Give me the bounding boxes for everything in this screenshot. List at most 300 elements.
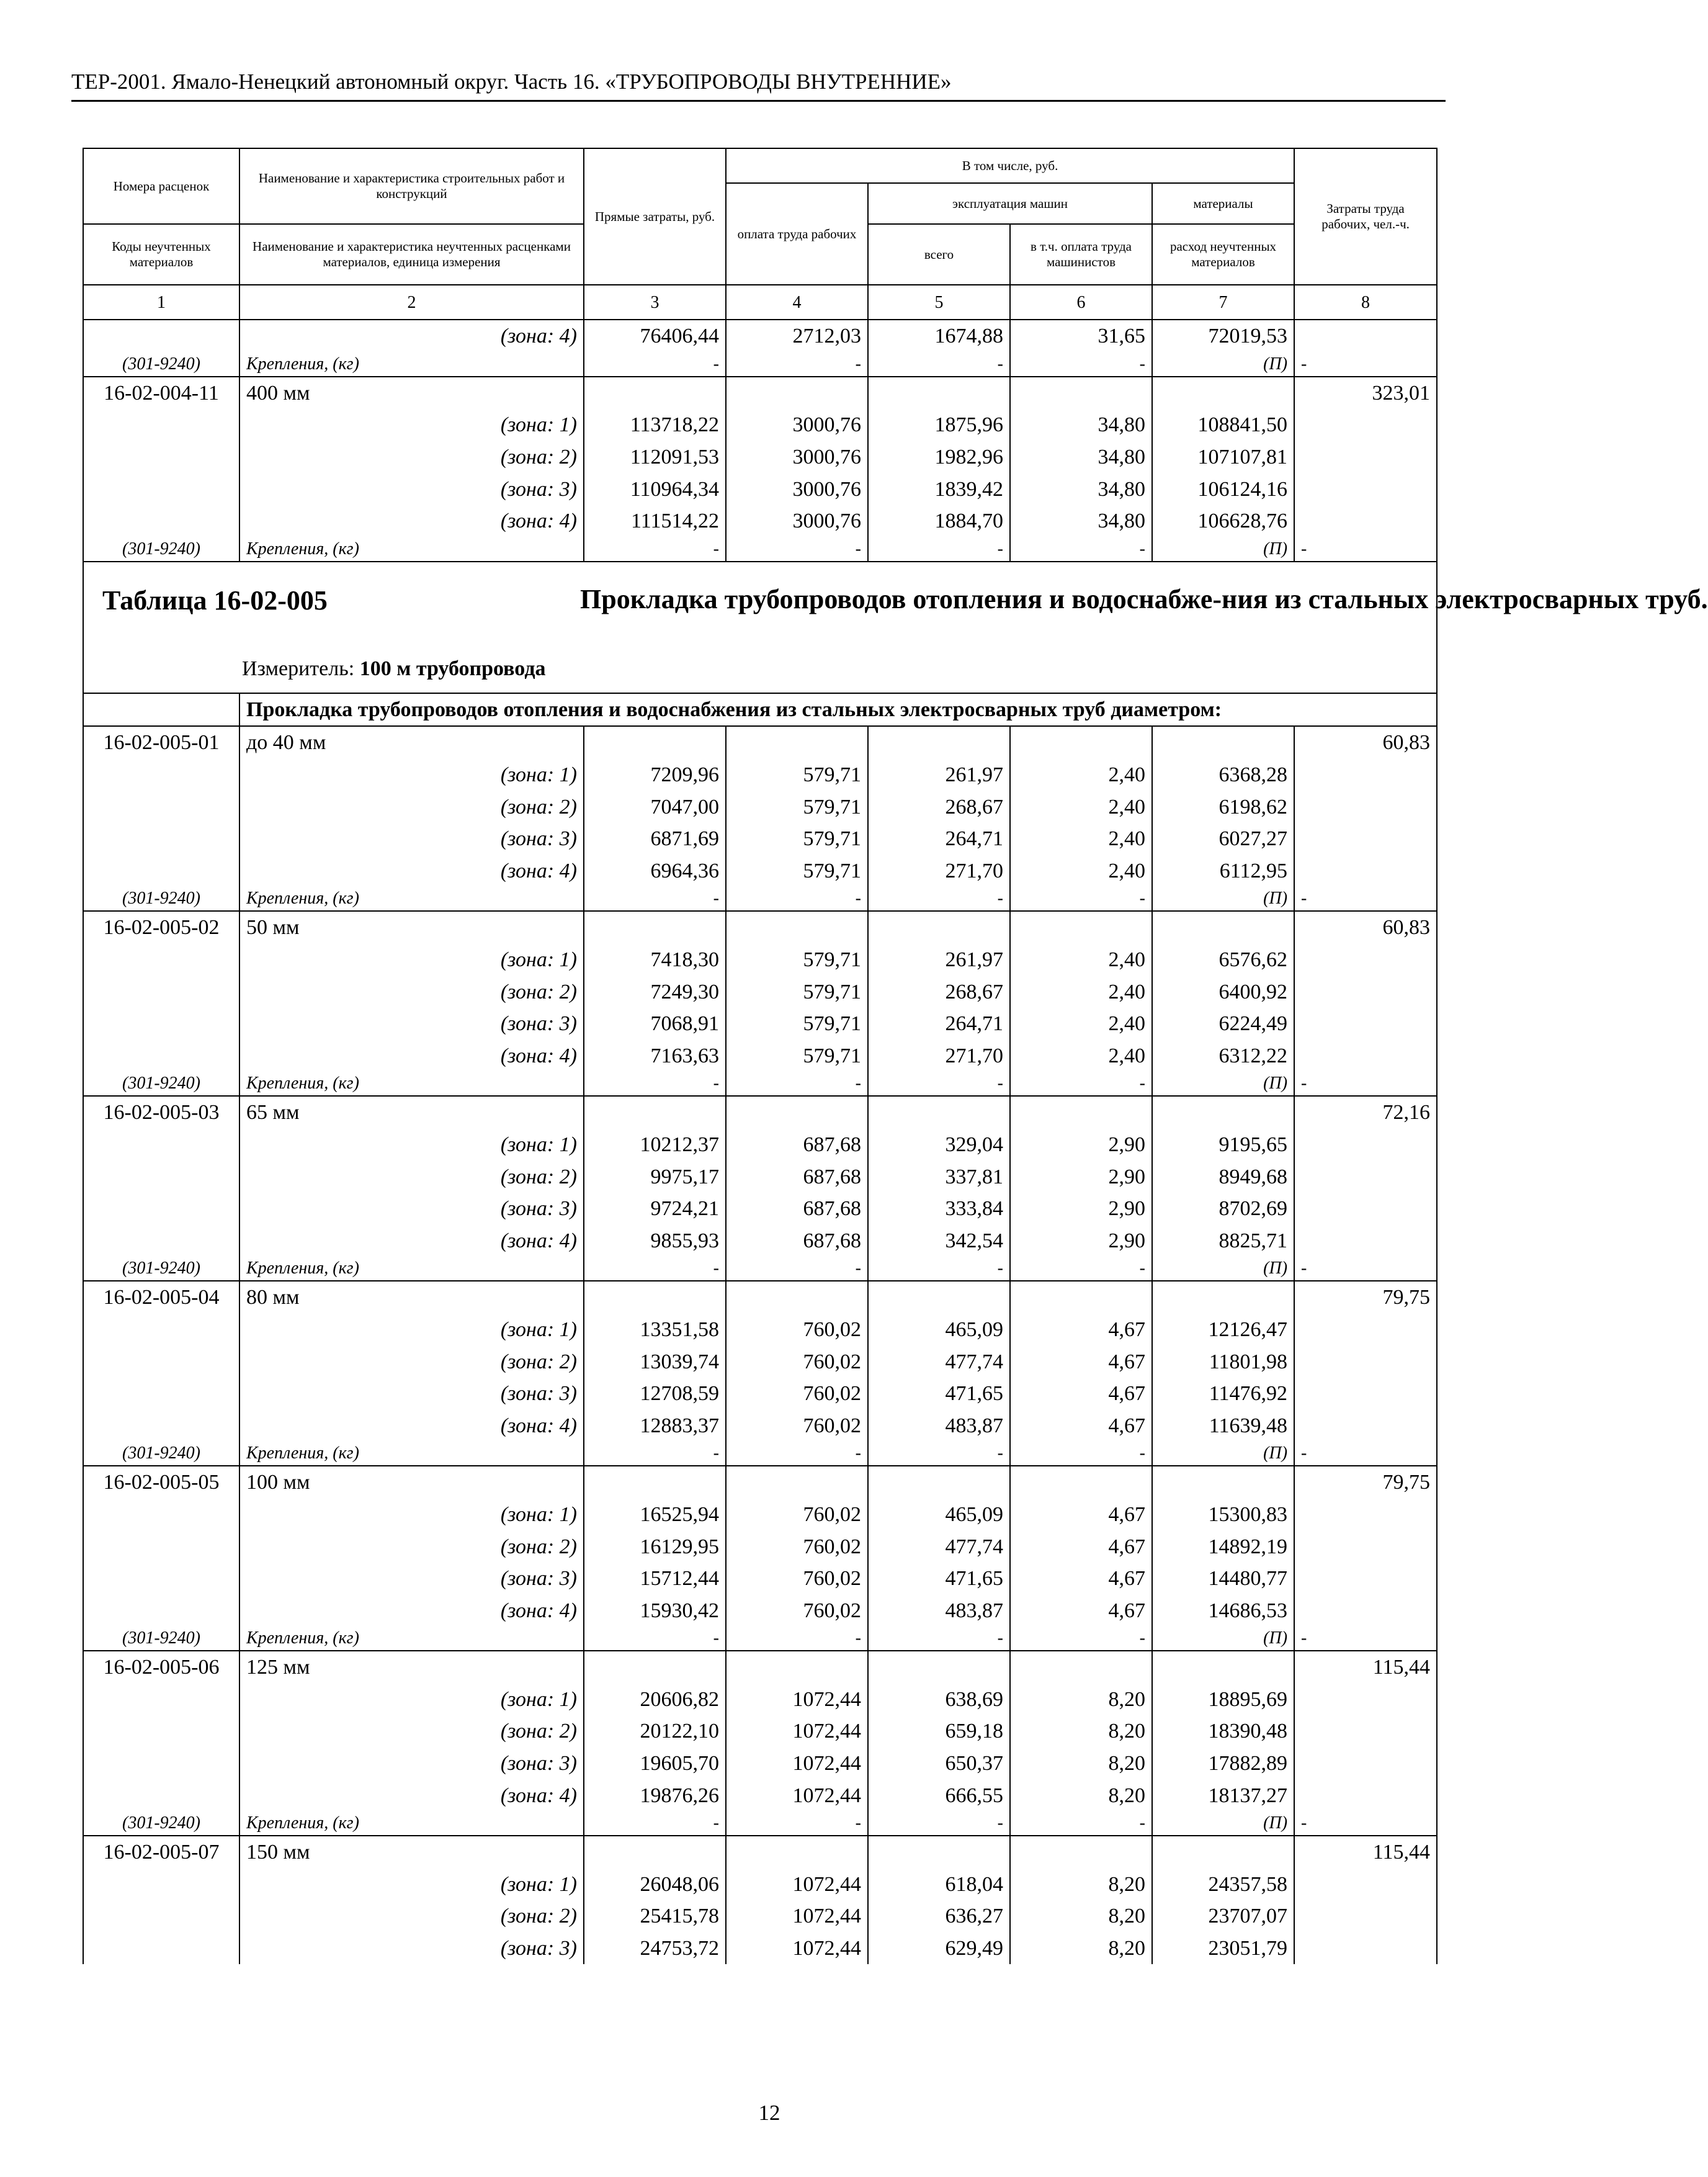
empty-cell <box>1294 1008 1437 1040</box>
dash: - <box>868 887 1010 911</box>
item-block <box>83 726 1437 911</box>
zone-row <box>83 1409 1437 1442</box>
operator-wages: 8,20 <box>1010 1684 1152 1716</box>
wages: 1072,44 <box>726 1869 868 1901</box>
empty-cell <box>584 1096 726 1129</box>
wages: 760,02 <box>726 1314 868 1346</box>
materials: 18390,48 <box>1152 1715 1294 1748</box>
direct-cost: 24753,72 <box>584 1932 726 1965</box>
wages: 579,71 <box>726 823 868 855</box>
table-title-block <box>83 562 1708 727</box>
empty-cell <box>1010 1836 1152 1869</box>
zone-row <box>83 1129 1437 1161</box>
direct-cost: 6871,69 <box>584 823 726 855</box>
zone-label: (зона: 3) <box>239 473 584 505</box>
col-header-materials: материалы <box>1152 183 1294 224</box>
empty-cell <box>83 759 239 791</box>
zone-label: (зона: 2) <box>239 791 584 823</box>
zone-label: (зона: 3) <box>239 823 584 855</box>
machines-total: 1875,96 <box>868 409 1010 441</box>
machines-total: 629,49 <box>868 1932 1010 1965</box>
empty-cell <box>83 1008 239 1040</box>
zone-label: (зона: 3) <box>239 1563 584 1595</box>
materials: 8702,69 <box>1152 1193 1294 1225</box>
materials: 8825,71 <box>1152 1224 1294 1257</box>
wages: 2712,03 <box>726 320 868 352</box>
wages: 1072,44 <box>726 1932 868 1965</box>
empty-cell <box>1152 911 1294 944</box>
labor-cost: 60,83 <box>1294 726 1437 759</box>
item-name: 100 мм <box>239 1466 584 1499</box>
zone-row <box>83 441 1437 474</box>
empty-cell <box>83 855 239 887</box>
operator-wages: 8,20 <box>1010 1900 1152 1932</box>
empty-cell <box>868 726 1010 759</box>
machines-total: 650,37 <box>868 1748 1010 1780</box>
empty-cell <box>83 791 239 823</box>
machines-total: 636,27 <box>868 1900 1010 1932</box>
materials: 6576,62 <box>1152 944 1294 976</box>
dash: - <box>868 1811 1010 1836</box>
machines-total: 465,09 <box>868 1499 1010 1531</box>
dash: - <box>1294 352 1437 377</box>
dash: - <box>1010 537 1152 562</box>
empty-cell <box>1294 1563 1437 1595</box>
zone-label: (зона: 2) <box>239 441 584 474</box>
table-title: Прокладка трубопроводов отопления и водоснабже-ния из стальных электросварных труб. <box>580 583 1708 614</box>
empty-cell <box>83 823 239 855</box>
material-row <box>83 1442 1437 1466</box>
zone-row <box>83 1563 1437 1595</box>
zone-row <box>83 1314 1437 1346</box>
direct-cost: 15930,42 <box>584 1594 726 1627</box>
zone-label: (зона: 1) <box>239 1499 584 1531</box>
materials: 14686,53 <box>1152 1594 1294 1627</box>
material-name: Крепления, (кг) <box>239 1627 584 1651</box>
dash: - <box>1294 1072 1437 1096</box>
empty-cell <box>1152 1466 1294 1499</box>
operator-wages: 2,40 <box>1010 759 1152 791</box>
materials: 18137,27 <box>1152 1779 1294 1811</box>
material-code: (301-9240) <box>83 1627 239 1651</box>
machines-total: 638,69 <box>868 1684 1010 1716</box>
direct-cost: 7163,63 <box>584 1040 726 1072</box>
materials: 11476,92 <box>1152 1378 1294 1410</box>
zone-label: (зона: 1) <box>239 944 584 976</box>
empty-cell <box>1294 855 1437 887</box>
empty-cell <box>83 1748 239 1780</box>
price-table <box>83 148 1708 1964</box>
item-name: до 40 мм <box>239 726 584 759</box>
operator-wages: 2,40 <box>1010 823 1152 855</box>
empty-cell <box>83 976 239 1008</box>
empty-cell <box>584 911 726 944</box>
zone-row <box>83 1378 1437 1410</box>
empty-cell <box>1294 1314 1437 1346</box>
material-row <box>83 1072 1437 1096</box>
zone-label: (зона: 3) <box>239 1748 584 1780</box>
dash: - <box>1294 1811 1437 1836</box>
dash: - <box>1010 1627 1152 1651</box>
zone-row <box>83 1900 1437 1932</box>
operator-wages: 2,40 <box>1010 791 1152 823</box>
col-header-machines-total: всего <box>868 224 1010 285</box>
dash: - <box>726 1811 868 1836</box>
dash: - <box>584 887 726 911</box>
zone-row <box>83 1715 1437 1748</box>
item-code: 16-02-005-03 <box>83 1096 239 1129</box>
dash: - <box>726 537 868 562</box>
operator-wages: 4,67 <box>1010 1314 1152 1346</box>
materials: 6198,62 <box>1152 791 1294 823</box>
wages: 3000,76 <box>726 473 868 505</box>
wages: 579,71 <box>726 944 868 976</box>
item-block <box>83 911 1437 1096</box>
material-row <box>83 1627 1437 1651</box>
empty-cell <box>1294 1779 1437 1811</box>
material-code: (301-9240) <box>83 1072 239 1096</box>
materials: 6400,92 <box>1152 976 1294 1008</box>
operator-wages: 4,67 <box>1010 1594 1152 1627</box>
item-row <box>83 377 1437 410</box>
col-header-material-consumption: расход неучтенных материалов <box>1152 224 1294 285</box>
zone-row <box>83 1345 1437 1378</box>
wages: 579,71 <box>726 1040 868 1072</box>
wages: 579,71 <box>726 1008 868 1040</box>
col-number: 3 <box>584 285 726 320</box>
col-header-including: В том числе, руб. <box>726 148 1294 183</box>
wages: 1072,44 <box>726 1900 868 1932</box>
dash: - <box>726 1627 868 1651</box>
operator-wages: 34,80 <box>1010 505 1152 537</box>
labor-cost: 115,44 <box>1294 1836 1437 1869</box>
dash: - <box>868 1627 1010 1651</box>
zone-label: (зона: 2) <box>239 1715 584 1748</box>
machines-total: 471,65 <box>868 1378 1010 1410</box>
table-measure <box>242 653 546 685</box>
operator-wages: 4,67 <box>1010 1409 1152 1442</box>
empty-cell <box>83 1129 239 1161</box>
machines-total: 261,97 <box>868 944 1010 976</box>
materials: 14892,19 <box>1152 1530 1294 1563</box>
zone-label: (зона: 1) <box>239 1684 584 1716</box>
materials: 6368,28 <box>1152 759 1294 791</box>
empty-cell <box>1010 726 1152 759</box>
empty-cell <box>1294 759 1437 791</box>
material-row <box>83 887 1437 911</box>
empty-cell <box>1294 1378 1437 1410</box>
empty-cell <box>1294 1345 1437 1378</box>
empty-cell <box>584 1281 726 1314</box>
machines-total: 659,18 <box>868 1715 1010 1748</box>
item-name: 400 мм <box>239 377 584 410</box>
empty-cell <box>584 1466 726 1499</box>
empty-cell <box>868 1836 1010 1869</box>
wages: 1072,44 <box>726 1715 868 1748</box>
col-header-operator-wages: в т.ч. оплата труда машинистов <box>1010 224 1152 285</box>
operator-wages: 2,40 <box>1010 1040 1152 1072</box>
item-block <box>83 377 1437 562</box>
zone-label: (зона: 1) <box>239 1314 584 1346</box>
operator-wages: 31,65 <box>1010 320 1152 352</box>
operator-wages: 2,40 <box>1010 855 1152 887</box>
measure-value: 100 м трубопровода <box>359 657 546 680</box>
item-name: 150 мм <box>239 1836 584 1869</box>
empty-cell <box>83 1345 239 1378</box>
item-code: 16-02-005-07 <box>83 1836 239 1869</box>
direct-cost: 7209,96 <box>584 759 726 791</box>
zone-label: (зона: 2) <box>239 1160 584 1193</box>
empty-cell <box>83 1900 239 1932</box>
direct-cost: 12708,59 <box>584 1378 726 1410</box>
labor-cost: 79,75 <box>1294 1466 1437 1499</box>
operator-wages: 2,90 <box>1010 1160 1152 1193</box>
empty-cell <box>83 1684 239 1716</box>
materials: 18895,69 <box>1152 1684 1294 1716</box>
empty-cell <box>1152 1836 1294 1869</box>
zone-label: (зона: 1) <box>239 409 584 441</box>
dash: - <box>584 537 726 562</box>
zone-label: (зона: 2) <box>239 1530 584 1563</box>
machines-total: 271,70 <box>868 855 1010 887</box>
col-number: 1 <box>83 285 239 320</box>
direct-cost: 20122,10 <box>584 1715 726 1748</box>
item-row <box>83 1096 1437 1129</box>
wages: 760,02 <box>726 1378 868 1410</box>
machines-total: 1674,88 <box>868 320 1010 352</box>
dash: - <box>726 1072 868 1096</box>
empty-cell <box>83 1040 239 1072</box>
material-code: (301-9240) <box>83 1442 239 1466</box>
wages: 1072,44 <box>726 1748 868 1780</box>
empty-cell <box>868 1651 1010 1684</box>
operator-wages: 4,67 <box>1010 1345 1152 1378</box>
material-name: Крепления, (кг) <box>239 352 584 377</box>
item-block <box>83 1096 1437 1281</box>
empty-cell <box>1294 1530 1437 1563</box>
zone-label: (зона: 1) <box>239 1869 584 1901</box>
direct-cost: 7249,30 <box>584 976 726 1008</box>
materials: 72019,53 <box>1152 320 1294 352</box>
empty-cell <box>1152 1096 1294 1129</box>
direct-cost: 112091,53 <box>584 441 726 474</box>
empty-cell <box>726 1836 868 1869</box>
empty-cell <box>1010 1281 1152 1314</box>
item-name: 50 мм <box>239 911 584 944</box>
direct-cost: 13351,58 <box>584 1314 726 1346</box>
zone-row <box>83 855 1437 887</box>
direct-cost: 16129,95 <box>584 1530 726 1563</box>
operator-wages: 34,80 <box>1010 441 1152 474</box>
zone-label: (зона: 1) <box>239 759 584 791</box>
labor-cost: 79,75 <box>1294 1281 1437 1314</box>
measure-label: Измеритель: <box>242 657 360 680</box>
zone-row <box>83 944 1437 976</box>
material-code: (301-9240) <box>83 352 239 377</box>
col-header-machines: эксплуатация машин <box>868 183 1152 224</box>
materials: 17882,89 <box>1152 1748 1294 1780</box>
direct-cost: 26048,06 <box>584 1869 726 1901</box>
materials: 9195,65 <box>1152 1129 1294 1161</box>
direct-cost: 10212,37 <box>584 1129 726 1161</box>
wages: 1072,44 <box>726 1779 868 1811</box>
dash: - <box>868 537 1010 562</box>
zone-label: (зона: 4) <box>239 1040 584 1072</box>
direct-cost: 15712,44 <box>584 1563 726 1595</box>
material-name: Крепления, (кг) <box>239 887 584 911</box>
wages: 760,02 <box>726 1563 868 1595</box>
wages: 3000,76 <box>726 409 868 441</box>
operator-wages: 2,40 <box>1010 1008 1152 1040</box>
direct-cost: 20606,82 <box>584 1684 726 1716</box>
machines-total: 1884,70 <box>868 505 1010 537</box>
item-name: 80 мм <box>239 1281 584 1314</box>
empty-cell <box>1294 1040 1437 1072</box>
col-header-name: Наименование и характеристика строительных работ и конструкций <box>239 148 584 224</box>
operator-wages: 2,40 <box>1010 976 1152 1008</box>
item-row <box>83 726 1437 759</box>
item-code: 16-02-005-02 <box>83 911 239 944</box>
dash: - <box>868 1257 1010 1281</box>
empty-cell <box>584 1836 726 1869</box>
dash: - <box>584 1627 726 1651</box>
direct-cost: 6964,36 <box>584 855 726 887</box>
empty-cell <box>83 1314 239 1346</box>
machines-total: 618,04 <box>868 1869 1010 1901</box>
zone-label: (зона: 4) <box>239 1224 584 1257</box>
item-row <box>83 1466 1437 1499</box>
operator-wages: 8,20 <box>1010 1869 1152 1901</box>
materials: 14480,77 <box>1152 1563 1294 1595</box>
empty-cell <box>1010 911 1152 944</box>
empty-cell <box>1294 1900 1437 1932</box>
machines-total: 261,97 <box>868 759 1010 791</box>
machines-total: 471,65 <box>868 1563 1010 1595</box>
materials: 6224,49 <box>1152 1008 1294 1040</box>
empty-cell <box>1294 944 1437 976</box>
machines-total: 1839,42 <box>868 473 1010 505</box>
zone-row <box>83 505 1437 537</box>
zone-label: (зона: 4) <box>239 1409 584 1442</box>
empty-cell <box>83 1563 239 1595</box>
dash: - <box>1010 887 1152 911</box>
empty-cell <box>83 1409 239 1442</box>
empty-cell <box>1294 1869 1437 1901</box>
material-name: Крепления, (кг) <box>239 1442 584 1466</box>
empty-cell <box>1152 726 1294 759</box>
material-unit-flag: (П) <box>1152 1072 1294 1096</box>
empty-cell <box>1152 1651 1294 1684</box>
dash: - <box>726 352 868 377</box>
item-code: 16-02-005-06 <box>83 1651 239 1684</box>
material-row <box>83 1257 1437 1281</box>
item-block <box>83 1836 1437 1964</box>
item-block <box>83 1466 1437 1651</box>
empty-cell <box>83 1779 239 1811</box>
operator-wages: 2,90 <box>1010 1129 1152 1161</box>
material-name: Крепления, (кг) <box>239 537 584 562</box>
materials: 15300,83 <box>1152 1499 1294 1531</box>
col-header-direct-costs: Прямые затраты, руб. <box>584 148 726 285</box>
material-unit-flag: (П) <box>1152 1627 1294 1651</box>
wages: 579,71 <box>726 759 868 791</box>
empty-cell <box>1010 1466 1152 1499</box>
empty-cell <box>1294 976 1437 1008</box>
item-row <box>83 1651 1437 1684</box>
machines-total: 268,67 <box>868 791 1010 823</box>
empty-cell <box>1294 823 1437 855</box>
machines-total: 342,54 <box>868 1224 1010 1257</box>
zone-row <box>83 1499 1437 1531</box>
col-header-labor: Затраты труда рабочих, чел.-ч. <box>1294 148 1437 285</box>
labor-cost: 60,83 <box>1294 911 1437 944</box>
operator-wages: 8,20 <box>1010 1748 1152 1780</box>
dash: - <box>584 1072 726 1096</box>
empty-cell <box>83 1193 239 1225</box>
operator-wages: 4,67 <box>1010 1530 1152 1563</box>
dash: - <box>1010 1811 1152 1836</box>
operator-wages: 4,67 <box>1010 1563 1152 1595</box>
table-number: Таблица 16-02-005 <box>102 585 328 616</box>
direct-cost: 19605,70 <box>584 1748 726 1780</box>
empty-cell <box>868 911 1010 944</box>
item-code: 16-02-005-01 <box>83 726 239 759</box>
labor-cost: 72,16 <box>1294 1096 1437 1129</box>
zone-row <box>83 823 1437 855</box>
zone-label: (зона: 2) <box>239 1345 584 1378</box>
machines-total: 268,67 <box>868 976 1010 1008</box>
col-header-material-codes: Коды неучтенных материалов <box>83 224 239 285</box>
wages: 760,02 <box>726 1499 868 1531</box>
machines-total: 264,71 <box>868 823 1010 855</box>
dash: - <box>584 1811 726 1836</box>
machines-total: 1982,96 <box>868 441 1010 474</box>
dash: - <box>1010 1257 1152 1281</box>
empty-cell <box>1294 1748 1437 1780</box>
dash: - <box>868 1442 1010 1466</box>
empty-cell <box>584 1651 726 1684</box>
col-number: 5 <box>868 285 1010 320</box>
empty-cell <box>1010 1096 1152 1129</box>
empty-cell <box>83 944 239 976</box>
zone-label: (зона: 3) <box>239 1932 584 1965</box>
item-code: 16-02-005-05 <box>83 1466 239 1499</box>
empty-cell <box>1294 1932 1437 1965</box>
empty-cell <box>726 1651 868 1684</box>
materials: 12126,47 <box>1152 1314 1294 1346</box>
direct-cost: 9724,21 <box>584 1193 726 1225</box>
material-row <box>83 352 1437 377</box>
empty-cell <box>1294 791 1437 823</box>
zone-label: (зона: 3) <box>239 1378 584 1410</box>
dash: - <box>1010 352 1152 377</box>
material-unit-flag: (П) <box>1152 1442 1294 1466</box>
materials: 24357,58 <box>1152 1869 1294 1901</box>
dash: - <box>1010 1442 1152 1466</box>
item-block <box>83 1651 1437 1836</box>
dash: - <box>1010 1072 1152 1096</box>
zone-label: (зона: 2) <box>239 976 584 1008</box>
material-unit-flag: (П) <box>1152 887 1294 911</box>
empty-cell <box>1294 1193 1437 1225</box>
item-name: 65 мм <box>239 1096 584 1129</box>
zone-row <box>83 320 1437 352</box>
zone-label: (зона: 4) <box>239 855 584 887</box>
wages: 3000,76 <box>726 441 868 474</box>
dash: - <box>726 1257 868 1281</box>
empty-cell <box>868 1466 1010 1499</box>
zone-row <box>83 759 1437 791</box>
